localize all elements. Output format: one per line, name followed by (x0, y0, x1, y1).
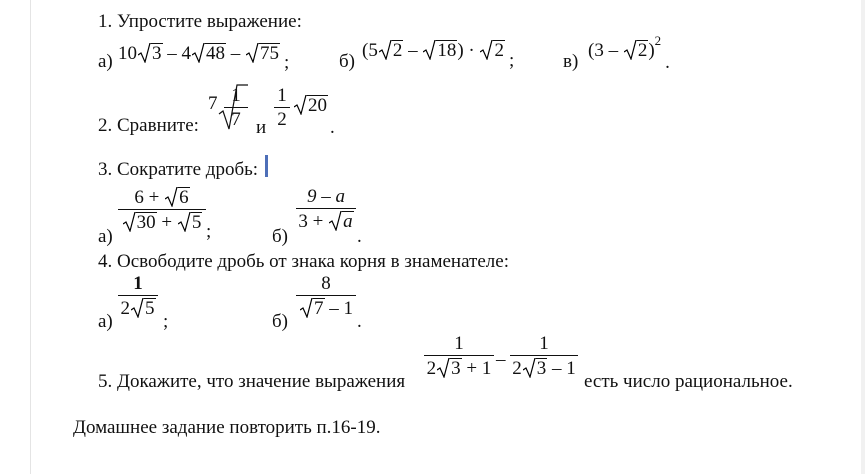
task2-coef: 7 (208, 93, 218, 114)
task1-b-label: б) (339, 51, 355, 72)
page-right-edge (861, 0, 865, 474)
task3-b-label: б) (272, 226, 288, 247)
sqrt: 2 (624, 40, 649, 60)
task5-text-after: есть число рациональное. (584, 371, 793, 392)
task5-text-before: 5. Докажите, что значение выражения (98, 371, 406, 392)
coef: 10 (118, 43, 137, 64)
task5-fraction-1: 1 2 3 + 1 (424, 334, 494, 378)
task1-v-expression: (3 – 2)$^2$. (588, 33, 670, 73)
exponent: 2 (654, 33, 662, 48)
task3-b-fraction: 9 – a 3 + a (296, 187, 356, 231)
sqrt: 2 (379, 40, 404, 60)
sqrt: 18 (423, 40, 457, 60)
task4-b-end: . (357, 311, 362, 332)
task2-fraction: 1 2 (274, 86, 290, 129)
task4-b-label: б) (272, 311, 288, 332)
sqrt: 2 (480, 40, 505, 60)
page-left-edge (30, 0, 31, 474)
task2-root: 20 (293, 95, 328, 115)
task3-a-label: а) (98, 226, 113, 247)
task3-a-end: ; (206, 221, 212, 242)
task4-a-fraction: 1 2 5 (118, 274, 158, 318)
task4-a-end: ; (163, 311, 169, 332)
task2-end: . (330, 117, 335, 138)
task2-title: 2. Сравните: (98, 115, 199, 136)
task1-v-label: в) (563, 51, 579, 72)
task2-conjunction: и (256, 117, 267, 138)
task1-a-expression: 10 3 – 4 48 – 75 ; (118, 43, 290, 73)
task1-b-expression: (5 2 – 18) · 2 ; (362, 40, 515, 71)
task5-fraction-2: 1 2 3 – 1 (510, 334, 578, 378)
sqrt: 48 (192, 43, 226, 63)
task3-a-fraction: 6 + 6 30 + 5 (118, 187, 206, 232)
sqrt: 75 (246, 43, 280, 63)
task1-title: 1. Упростите выражение: (98, 11, 302, 32)
task4-title: 4. Освободите дробь от знака корня в знаменателе: (98, 251, 509, 272)
task5-minus: – (496, 349, 506, 370)
task4-b-fraction: 8 7 – 1 (296, 274, 356, 318)
sqrt: 3 (138, 43, 163, 63)
task1-a-label: а) (98, 51, 113, 72)
task3-b-end: . (357, 226, 362, 247)
task2-inner-fraction: 1 7 (224, 86, 248, 129)
task3-title: 3. Сократите дробь: (98, 159, 259, 180)
homework-line: Домашнее задание повторить п.16-19. (73, 417, 381, 438)
text-cursor (265, 155, 268, 177)
task4-a-label: а) (98, 311, 113, 332)
